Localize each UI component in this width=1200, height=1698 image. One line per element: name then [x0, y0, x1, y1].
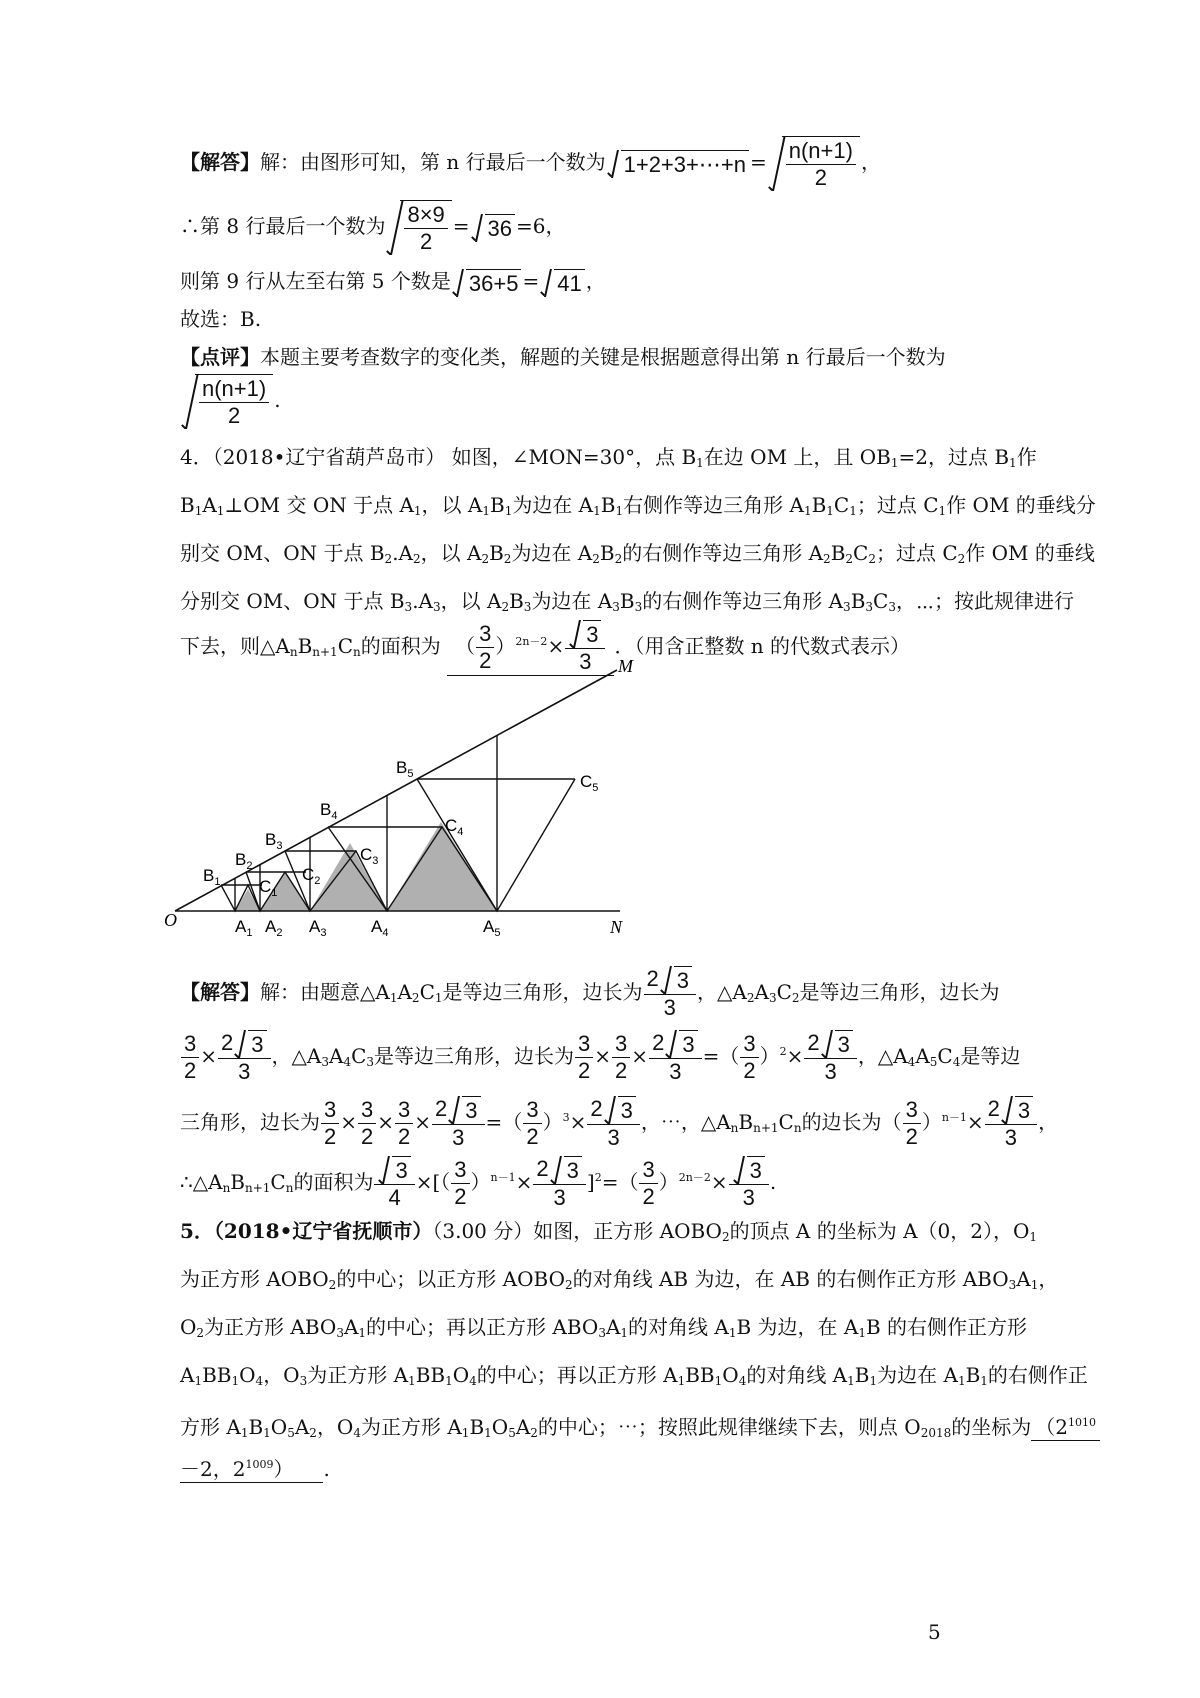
- text: BB: [415, 1363, 446, 1387]
- label-C5: $C_5$: [580, 772, 599, 794]
- exponent: 2n－2: [515, 635, 548, 649]
- numerator: 3: [639, 1157, 657, 1184]
- coefficient: 2: [435, 1096, 448, 1121]
- text: .A: [412, 589, 433, 613]
- numerator: 3: [358, 1097, 376, 1124]
- text: ；过点 C: [856, 493, 939, 517]
- text: B: [248, 1415, 264, 1439]
- q4-answer-line1: 【解答】解：由题意$\triangle A_1A_2C_1$是等边三角形，边长为 2 3 3 ，$\triangle A_2A_3C_2$是等边三角形，边长为: [180, 966, 1000, 1021]
- coefficient: 2: [590, 1096, 603, 1121]
- coefficient: 2: [807, 1030, 820, 1055]
- exponent: 3: [562, 1111, 570, 1125]
- coefficient: 2: [652, 1030, 665, 1055]
- shaded-triangle-4: [387, 822, 497, 911]
- label-C1: $C_1$: [259, 877, 278, 899]
- text: ）: [921, 1110, 942, 1135]
- q4-line3: 别交 OM、ON 于点 $B_2.A_2$，以 $A_2B_2$为边在 $A_2B_2$的右侧作等边三角形 $A_2B_2C_2$；过点 $C_2$作 OM 的垂线: [180, 541, 1095, 566]
- text: B: [230, 1170, 245, 1195]
- radical: [540, 269, 584, 297]
- radicand: 36: [485, 214, 515, 242]
- text: 是等边三角形，边长为: [799, 980, 1000, 1005]
- text: 的中心；再以正方形 ABO: [366, 1315, 599, 1339]
- denominator: 2: [642, 1184, 655, 1210]
- q5-line6: [180, 1452, 1030, 1483]
- p3-comment-line1: [180, 344, 1030, 370]
- radicand: 3: [674, 966, 692, 994]
- text: =: [749, 150, 767, 174]
- radicand: 1+2+3+⋯+n: [621, 150, 749, 178]
- geometry-figure: [160, 648, 680, 948]
- text: ×: [786, 1044, 804, 1069]
- denominator: 2: [398, 1124, 411, 1150]
- label-M: M: [618, 656, 633, 676]
- question-source: （2018•辽宁省抚顺市）: [213, 1219, 433, 1243]
- numerator: 3: [181, 1031, 199, 1058]
- coefficient: 2: [646, 966, 659, 991]
- coefficient: 2: [987, 1096, 1000, 1121]
- text: 为正方形 A: [307, 1363, 409, 1387]
- text: B: [830, 541, 846, 565]
- answer-tag: 【解答】: [180, 150, 260, 174]
- text: =2，过点 B: [898, 445, 1010, 469]
- radicand: 3: [462, 1096, 480, 1124]
- text: C: [937, 1044, 953, 1069]
- text: B: [854, 1363, 870, 1387]
- numerator: 3: [395, 1097, 413, 1124]
- text: O: [239, 1363, 256, 1387]
- text: 分别交 OM、ON 于点 B: [180, 589, 405, 613]
- text: （: [440, 1170, 451, 1195]
- p3-answer-line2: [180, 200, 1030, 255]
- p3-comment-line2: [180, 374, 1030, 429]
- label-C4: $C_4$: [445, 816, 464, 838]
- denominator: 3: [824, 1059, 837, 1085]
- text: 的右侧作正: [987, 1363, 1088, 1387]
- text: ×: [515, 1170, 533, 1195]
- text: ，O: [263, 1363, 300, 1387]
- text: 的坐标为: [951, 1415, 1032, 1439]
- text: ∴第 8 行最后一个数为: [180, 214, 386, 238]
- text: =: [702, 1044, 720, 1069]
- q4-line5: 下去，则$\triangle A_nB_{n+1}C_n$的面积为 （ $\frac{3}{2}$ ）$^{2n-2}$× $\frac{3}{3}$ ．（用含正整数 n 的代数式表示）: [180, 621, 911, 675]
- radicand: 3: [835, 1030, 853, 1058]
- text: =6，: [516, 214, 566, 238]
- denominator: 2: [227, 403, 241, 428]
- text: C: [833, 493, 850, 517]
- denominator: 2: [578, 1058, 591, 1084]
- text: ×: [594, 1044, 612, 1069]
- label-B1: $B_1$: [203, 866, 221, 888]
- text: ）: [658, 1170, 679, 1195]
- p3-answer-line3: [180, 268, 1030, 297]
- q4-line1: 4．（2018•辽宁省葫芦岛市） 如图，∠MON=30°，点 $B_1$在边 OM 上，且 $OB_1=2$，过点 $B_1$作: [180, 445, 1037, 470]
- radical: [181, 374, 273, 429]
- exponent: 2n－2: [678, 1171, 711, 1185]
- text: C: [873, 589, 889, 613]
- radicand: 3: [392, 1156, 410, 1184]
- denominator: 4: [388, 1185, 401, 1211]
- numerator: 8×9: [404, 202, 447, 229]
- text: ×: [415, 1170, 433, 1195]
- text: A: [915, 1044, 930, 1069]
- text: 在边 OM 上，且 OB: [703, 445, 891, 469]
- radicand: 3: [1015, 1096, 1033, 1124]
- text: 的边长为: [801, 1110, 882, 1135]
- text: B: [965, 1363, 981, 1387]
- text: B 为边，在 A: [736, 1315, 859, 1339]
- text: B: [850, 589, 866, 613]
- text: 作 OM 的垂线分: [946, 493, 1096, 517]
- text: 三角形，边长为: [180, 1110, 320, 1135]
- exponent: 2: [594, 1171, 602, 1185]
- text: B: [489, 541, 504, 565]
- text: =: [522, 269, 540, 293]
- text: 本题主要考查数字的变化类，解题的关键是根据题意得出第 n 行最后一个数为: [260, 345, 946, 369]
- text: （3.00 分）如图，正方形 AOBO: [432, 1219, 722, 1243]
- coefficient: 2: [221, 1030, 234, 1055]
- label-C3: $C_3$: [360, 845, 379, 867]
- numerator: n(n+1): [199, 376, 269, 403]
- label-B3: $B_3$: [265, 830, 283, 852]
- text: ×: [631, 1044, 649, 1069]
- denominator: 2: [615, 1058, 628, 1084]
- text: C: [419, 980, 435, 1005]
- text: ，⋯；按此规律进行: [895, 589, 1074, 613]
- text: ）: [542, 1110, 563, 1135]
- text: 解：由图形可知，第 n 行最后一个数为: [260, 150, 606, 174]
- text: ×: [377, 1110, 395, 1135]
- text: ×: [710, 1170, 728, 1195]
- text: B: [509, 589, 524, 613]
- label-O: O: [164, 910, 177, 930]
- radicand: 3: [618, 1096, 636, 1124]
- page-number: 5: [928, 1620, 941, 1644]
- text: 是等边三角形，边长为: [374, 1044, 575, 1069]
- denominator: 3: [553, 1185, 566, 1211]
- q5-answer-blank-part2: [180, 1452, 323, 1483]
- text: 的对角线 AB 为边，在 AB 的右侧作正方形 ABO: [572, 1267, 1009, 1291]
- q4-line4: 分别交 OM、ON 于点 $B_3.A_3$，以 $A_2B_3$为边在 $A_3B_3$的右侧作等边三角形 $A_3B_3C_3$，⋯；按此规律进行: [180, 589, 1074, 614]
- text: 右侧作等边三角形 A: [623, 493, 804, 517]
- text: A: [294, 1415, 310, 1439]
- text: （: [719, 1044, 740, 1069]
- q5-line3: $O_2$为正方形 $ABO_3A_1$的中心；再以正方形 $ABO_3A_1$的对角线 $A_1B$ 为边，在 $A_1B$ 的右侧作正方形: [180, 1315, 1028, 1340]
- text: C: [337, 634, 353, 659]
- text: B: [600, 493, 616, 517]
- exponent: n－1: [941, 1111, 967, 1125]
- fraction: [644, 966, 697, 1021]
- numerator: 3: [523, 1097, 541, 1124]
- text: ；过点 C: [875, 541, 958, 565]
- text: 为正方形 A: [360, 1415, 462, 1439]
- text: O: [270, 1415, 288, 1439]
- radicand: 3: [679, 1030, 697, 1058]
- radicand: 41: [554, 269, 584, 297]
- denominator: 2: [743, 1058, 756, 1084]
- radical: [768, 136, 860, 191]
- numerator: n(n+1): [786, 138, 856, 165]
- text: BB: [685, 1363, 715, 1387]
- text: 的中心；⋯；按照此规律继续下去，则点 O: [537, 1415, 921, 1439]
- denominator: 3: [238, 1059, 251, 1085]
- text: ，O: [316, 1415, 354, 1439]
- radical: [452, 269, 522, 297]
- text: 是等边三角形，边长为: [442, 980, 643, 1005]
- text: （: [502, 1110, 523, 1135]
- text: B: [738, 1110, 754, 1135]
- label-A5: $A_5$: [483, 917, 501, 939]
- text: 的对角线 A: [628, 1315, 729, 1339]
- coefficient: 2: [536, 1156, 549, 1181]
- denominator: 2: [905, 1124, 918, 1150]
- text: A: [1016, 1267, 1031, 1291]
- denominator: 3: [579, 649, 592, 675]
- radical: [607, 150, 749, 178]
- text: 为正方形 AOBO: [180, 1267, 329, 1291]
- q5-line2: 为正方形 $AOBO_2$的中心；以正方形 $AOBO_2$的对角线 AB 为边，在 AB 的右侧作正方形 $ABO_3A_1$，: [180, 1267, 1059, 1292]
- radicand: 3: [583, 620, 601, 648]
- p3-answer-line4: 故选：B.: [180, 307, 262, 331]
- ray-OM: [175, 670, 617, 911]
- text: （: [618, 1170, 639, 1195]
- text: 为正方形 ABO: [204, 1315, 337, 1339]
- text: ，以 A: [420, 541, 482, 565]
- question-number: 5．: [180, 1219, 214, 1243]
- denominator: 2: [814, 165, 827, 190]
- text: =: [452, 214, 470, 238]
- q4-answer-line4: $\therefore\triangle A_nB_{n+1}C_n$的面积为 $\frac{3}{4}$ ×[（ $\frac{3}{2}$ ）$^{n-1}$× 2 3 3 ]$^2$=（ $\frac{3}{2}$ ）$^{2n-2}$× $\frac{3}{3}$ .: [180, 1156, 777, 1211]
- text: ×: [569, 1110, 587, 1135]
- subscript: 2018: [920, 1426, 952, 1440]
- text: （: [455, 634, 476, 659]
- numerator: 3: [903, 1097, 921, 1124]
- text: ，: [1038, 1110, 1059, 1135]
- denominator: 3: [663, 995, 676, 1021]
- text: ∴△A: [180, 1170, 223, 1195]
- text: 是等边: [960, 1044, 1021, 1069]
- text: （: [881, 1110, 902, 1135]
- text: B: [599, 541, 615, 565]
- text: ×: [200, 1044, 218, 1069]
- radical: [471, 214, 515, 242]
- text: B: [489, 493, 505, 517]
- text: ，: [860, 150, 881, 174]
- radicand: 3: [564, 1156, 582, 1184]
- text: ，以 A: [440, 589, 502, 613]
- text: 的中心；再以正方形 A: [476, 1363, 678, 1387]
- denominator: 2: [324, 1124, 337, 1150]
- text: .: [274, 388, 281, 412]
- text: .A: [392, 541, 413, 565]
- text: 别交 OM、ON 于点 B: [180, 541, 385, 565]
- exponent: 2: [779, 1045, 787, 1059]
- q5-line1: 5．（2018•辽宁省抚顺市）（3.00 分）如图，正方形 $AOBO_2$的顶点 A 的坐标为 A（0，2），$O_1$: [180, 1219, 1038, 1244]
- text: 的面积为: [293, 1170, 374, 1195]
- text: C: [853, 541, 869, 565]
- text: 的右侧作等边三角形 A: [622, 541, 824, 565]
- text: A: [202, 493, 217, 517]
- text: C: [778, 1110, 794, 1135]
- text: 则第 9 行从左至右第 5 个数是: [180, 269, 451, 293]
- text: ⊥OM 交 ON 于点 A: [224, 493, 414, 517]
- text: A: [605, 1315, 621, 1339]
- text: ×: [414, 1110, 432, 1135]
- numerator: 3: [321, 1097, 339, 1124]
- denominator: 2: [361, 1124, 374, 1150]
- text: －2，2: [180, 1457, 246, 1481]
- numerator: 3: [740, 1031, 758, 1058]
- text: A: [397, 980, 412, 1005]
- denominator: 3: [669, 1059, 682, 1085]
- q4-answer-line2: $\frac{3}{2}$ × 2 3 3 ，$\triangle A_3A_4C_3$是等边三角形，边长为 $\frac{3}{2}$ × $\frac{3}{2}$ × 2 3 3 =（ $\frac{3}{2}$ ）$^2$× 2 3 3 ，$\triangle A_4A_5C_4$是等边: [180, 1030, 1030, 1085]
- label-A1: $A_1$: [235, 917, 253, 939]
- denominator: 2: [454, 1184, 467, 1210]
- text: O: [180, 1315, 197, 1339]
- text: A: [328, 1044, 344, 1069]
- text: ）: [470, 1170, 491, 1195]
- q4-answer-line3: 三角形，边长为 $\frac{3}{2}$ × $\frac{3}{2}$ × $\frac{3}{2}$ × 2 3 3 =（ $\frac{3}{2}$ ）$^3$× 2 3 3 ，⋯，$\triangle A_nB_{n+1}C_n$的边长为（ $\frac{3}{2}$ ）$^{n-1}$× 2 3 3 ，: [180, 1096, 1059, 1151]
- label-A2: $A_2$: [265, 917, 283, 939]
- text: 的面积为: [360, 634, 441, 659]
- label-A3: $A_3$: [309, 917, 327, 939]
- denominator: 2: [184, 1058, 197, 1084]
- text: B: [297, 634, 313, 659]
- denominator: 2: [526, 1124, 539, 1150]
- text: ，△A: [857, 1044, 908, 1069]
- q5-line5: 方形 $A_1B_1O_5A_2$，$O_4$为正方形 $A_1B_1O_5A_2$的中心；⋯；按照此规律继续下去，则点 $O_{2018}$的坐标为 （$2^{1010}$: [180, 1410, 1030, 1446]
- text: C: [776, 980, 792, 1005]
- denominator: 3: [1004, 1125, 1018, 1151]
- label-N: N: [610, 917, 623, 937]
- text: A: [343, 1315, 359, 1339]
- numerator: 3: [451, 1157, 469, 1184]
- text: .: [323, 1457, 330, 1481]
- label-B4: $B_4$: [320, 800, 338, 822]
- label-B2: $B_2$: [235, 850, 253, 872]
- denominator: 2: [479, 648, 492, 674]
- text: A: [180, 1363, 195, 1387]
- text: B 的右侧作正方形: [866, 1315, 1028, 1339]
- radicand: 3: [747, 1156, 765, 1184]
- text: =: [601, 1170, 619, 1195]
- text: ）: [759, 1044, 780, 1069]
- q5-line4: $A_1BB_1O_4$，$O_3$为正方形 $A_1BB_1O_4$的中心；再以正方形 $A_1BB_1O_4$的对角线 $A_1B_1$为边在 $A_1B_1$的右侧作正: [180, 1363, 1088, 1388]
- text: 为边在 A: [531, 589, 613, 613]
- text: 的对角线 A: [746, 1363, 848, 1387]
- text: ）: [495, 634, 516, 659]
- text: C: [351, 1044, 367, 1069]
- exponent: 1010: [1067, 1416, 1096, 1429]
- answer-tag: 【解答】: [180, 980, 260, 1005]
- q5-answer-blank-part1: [1031, 1410, 1100, 1441]
- numerator: 3: [612, 1031, 630, 1058]
- exponent: 1009: [245, 1458, 274, 1471]
- numerator: 3: [476, 621, 494, 648]
- text: 为边在 A: [877, 1363, 958, 1387]
- text: BB: [202, 1363, 232, 1387]
- text: 的顶点 A 的坐标为 A（0，2），O: [729, 1219, 1030, 1243]
- text: ×: [340, 1110, 358, 1135]
- text: .: [769, 1170, 777, 1195]
- text: ，: [585, 269, 606, 293]
- text: 解：由题意△A: [260, 980, 390, 1005]
- text: =: [485, 1110, 503, 1135]
- radical: [386, 200, 451, 255]
- text: ，△A: [271, 1044, 322, 1069]
- denominator: 3: [607, 1125, 620, 1151]
- text: O: [452, 1363, 470, 1387]
- text: ，⋯，△A: [640, 1110, 731, 1135]
- text: A: [515, 1415, 531, 1439]
- text: ×: [547, 634, 565, 659]
- q4-line2: $B_1A_1\perp OM$ 交 ON 于点 $A_1$，以 $A_1B_1$为边在 $A_1B_1$右侧作等边三角形 $A_1B_1C_1$；过点 $C_1$作 OM 的垂线分: [180, 493, 1096, 518]
- radicand: 36+5: [466, 269, 522, 297]
- numerator: 3: [575, 1031, 593, 1058]
- text: B: [811, 493, 827, 517]
- label-B5: $B_5$: [396, 758, 414, 780]
- label-C2: $C_2$: [302, 865, 321, 887]
- text: O: [722, 1363, 739, 1387]
- label-A4: $A_4$: [371, 917, 389, 939]
- text: [: [432, 1170, 441, 1195]
- text: 下去，则△A: [180, 634, 290, 659]
- text: 的右侧作等边三角形 A: [642, 589, 844, 613]
- text: ×: [966, 1110, 984, 1135]
- radicand: 3: [248, 1030, 266, 1058]
- denominator: 2: [419, 229, 433, 254]
- text: 方形 A: [180, 1415, 241, 1439]
- text: ]: [586, 1170, 595, 1195]
- text: 的中心；以正方形 AOBO: [336, 1267, 565, 1291]
- text: 4．（2018•辽宁省葫芦岛市） 如图，∠MON=30°，点 B: [180, 445, 697, 469]
- text: 为边在 A: [512, 493, 594, 517]
- text: 作: [1016, 445, 1037, 469]
- shaded-triangle-3: [310, 843, 387, 911]
- denominator: 3: [452, 1125, 465, 1151]
- text: C: [270, 1170, 286, 1195]
- text: （2: [1035, 1415, 1068, 1439]
- denominator: 3: [742, 1185, 755, 1211]
- text: 为边在 A: [511, 541, 593, 565]
- text: A: [754, 980, 769, 1005]
- text: ．（用含正整数 n 的代数式表示）: [614, 634, 911, 659]
- text: B: [619, 589, 635, 613]
- text: 作 OM 的垂线: [965, 541, 1095, 565]
- text: ，以 A: [421, 493, 483, 517]
- text: O: [491, 1415, 509, 1439]
- p3-answer-line1: [180, 136, 1030, 191]
- text: B: [469, 1415, 485, 1439]
- comment-tag: 【点评】: [180, 345, 260, 369]
- text: B: [180, 493, 195, 517]
- text: ）: [273, 1457, 294, 1481]
- exponent: n－1: [490, 1171, 516, 1185]
- text: ，: [1038, 1267, 1059, 1291]
- text: ，△A: [697, 980, 747, 1005]
